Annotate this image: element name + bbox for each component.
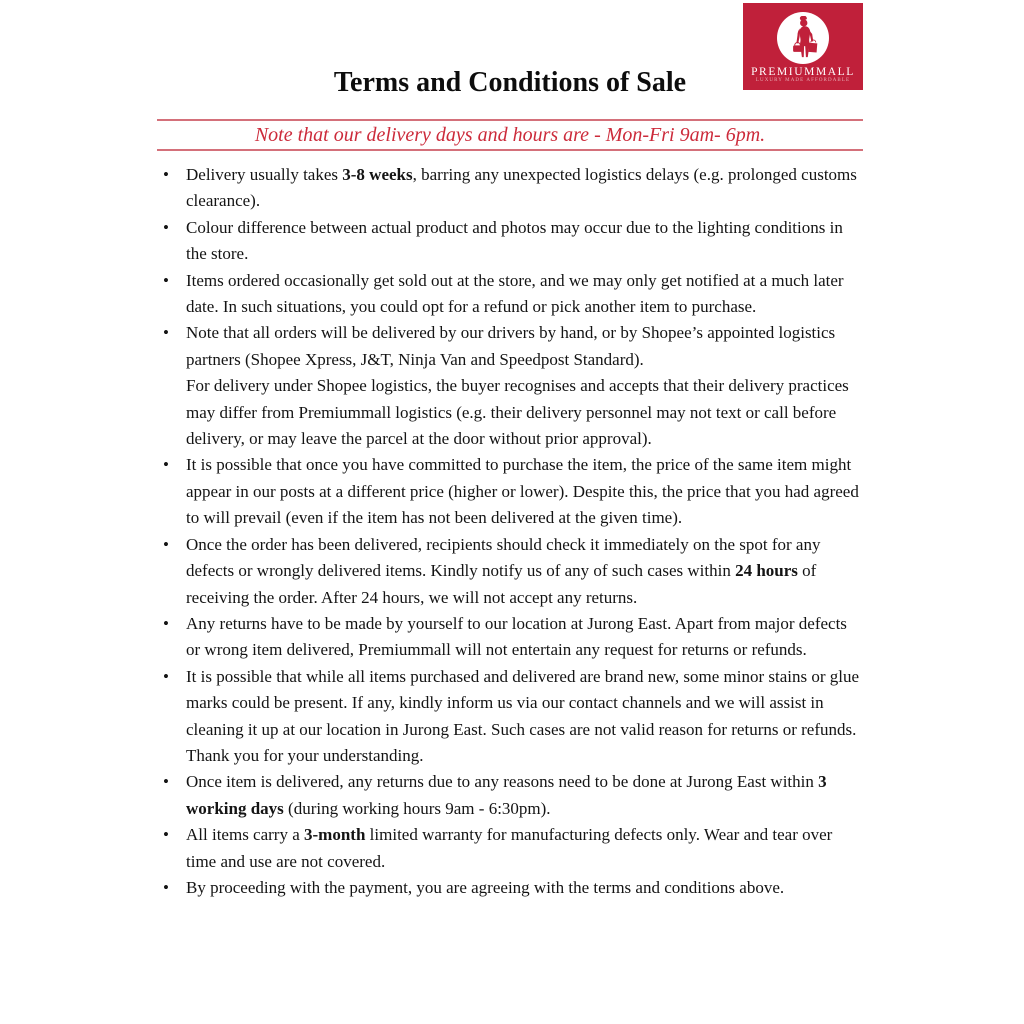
bullet-icon: • [163, 825, 169, 845]
bullet-icon: • [163, 217, 169, 237]
bullet-icon: • [163, 877, 169, 897]
list-item [157, 875, 864, 901]
woman-shopper-icon [777, 12, 829, 64]
list-item-text: Items ordered occasionally get sold out at the store, and we may only get notified at a much later date. In such situations, you could opt for a refund or pick another item to purchase. [186, 270, 844, 317]
list-item [157, 162, 864, 215]
list-item [157, 268, 864, 321]
list-item-text: By proceeding with the payment, you are agreeing with the terms and conditions above. [186, 877, 785, 897]
list-item [157, 769, 864, 822]
list-item-text: Any returns have to be made by yourself to our location at Jurong East. Apart from major defects or wrong item delivered, Premiummall will not entertain any request for returns or refunds. [186, 613, 847, 660]
list-item-text: It is possible that once you have committed to purchase the item, the price of the same item might appear in our posts at a different price (higher or lower). Despite this, the price that you had agreed to will prevail (even if the item has not been delivered at the given time). [186, 455, 859, 528]
list-item-text: Delivery usually takes 3-8 weeks, barring any unexpected logistics delays (e.g. prolonged customs clearance). [186, 165, 857, 211]
list-item [157, 320, 864, 452]
bullet-icon: • [163, 323, 169, 343]
bullet-icon: • [163, 534, 169, 554]
list-item [157, 215, 864, 268]
brand-name: PREMIUMMALL [751, 66, 855, 78]
list-item [157, 611, 864, 664]
bullet-icon: • [163, 455, 169, 475]
list-item [157, 532, 864, 611]
list-item [157, 664, 864, 770]
page-title: Terms and Conditions of Sale [333, 67, 687, 98]
list-item-text: It is possible that while all items purchased and delivered are brand new, some minor stains or glue marks could be present. If any, kindly inform us via our contact channels and we will assist in cleaning it up at our location in Jurong East. Such cases are not valid reason for returns or refunds. Thank you for your understanding. [186, 666, 860, 765]
bullet-icon: • [163, 772, 169, 792]
bullet-icon: • [163, 270, 169, 290]
brand-tagline: LUXURY MADE AFFORDABLE [755, 78, 851, 83]
list-item-text: Once the order has been delivered, recipients should check it immediately on the spot for any defects or wrongly delivered items. Kindly notify us of any of such cases within 24 hours of receiving the order. After 24 hours, we will not accept any returns. [186, 534, 821, 607]
list-item [157, 822, 864, 875]
list-item [157, 452, 864, 531]
divider-top [157, 119, 863, 121]
delivery-hours-note: Note that our delivery days and hours are - Mon-Fri 9am- 6pm. [254, 124, 766, 146]
list-item-text: All items carry a 3-month limited warranty for manufacturing defects only. Wear and tear over time and use are not covered. [186, 825, 833, 871]
list-item-text: Colour difference between actual product and photos may occur due to the lighting conditions in the store. [186, 217, 843, 264]
divider-bottom [157, 149, 863, 151]
terms-list [157, 162, 864, 901]
list-item-text: Once item is delivered, any returns due to any reasons need to be done at Jurong East within 3 working days (during working hours 9am - 6:30pm). [186, 772, 827, 818]
bullet-icon: • [163, 613, 169, 633]
bullet-icon: • [163, 165, 169, 184]
list-item-text: Note that all orders will be delivered by our drivers by hand, or by Shopee’s appointed logistics partners (Shopee Xpress, J&T, Ninja Van and Speedpost Standard). For delivery under Shopee logistics, the buyer recognises and accepts that their delivery practices may differ from Premiummall logistics (e.g. their delivery personnel may not text or call before delivery, or may leave the parcel at the door without prior approval). [186, 323, 849, 449]
bullet-icon: • [163, 666, 169, 686]
